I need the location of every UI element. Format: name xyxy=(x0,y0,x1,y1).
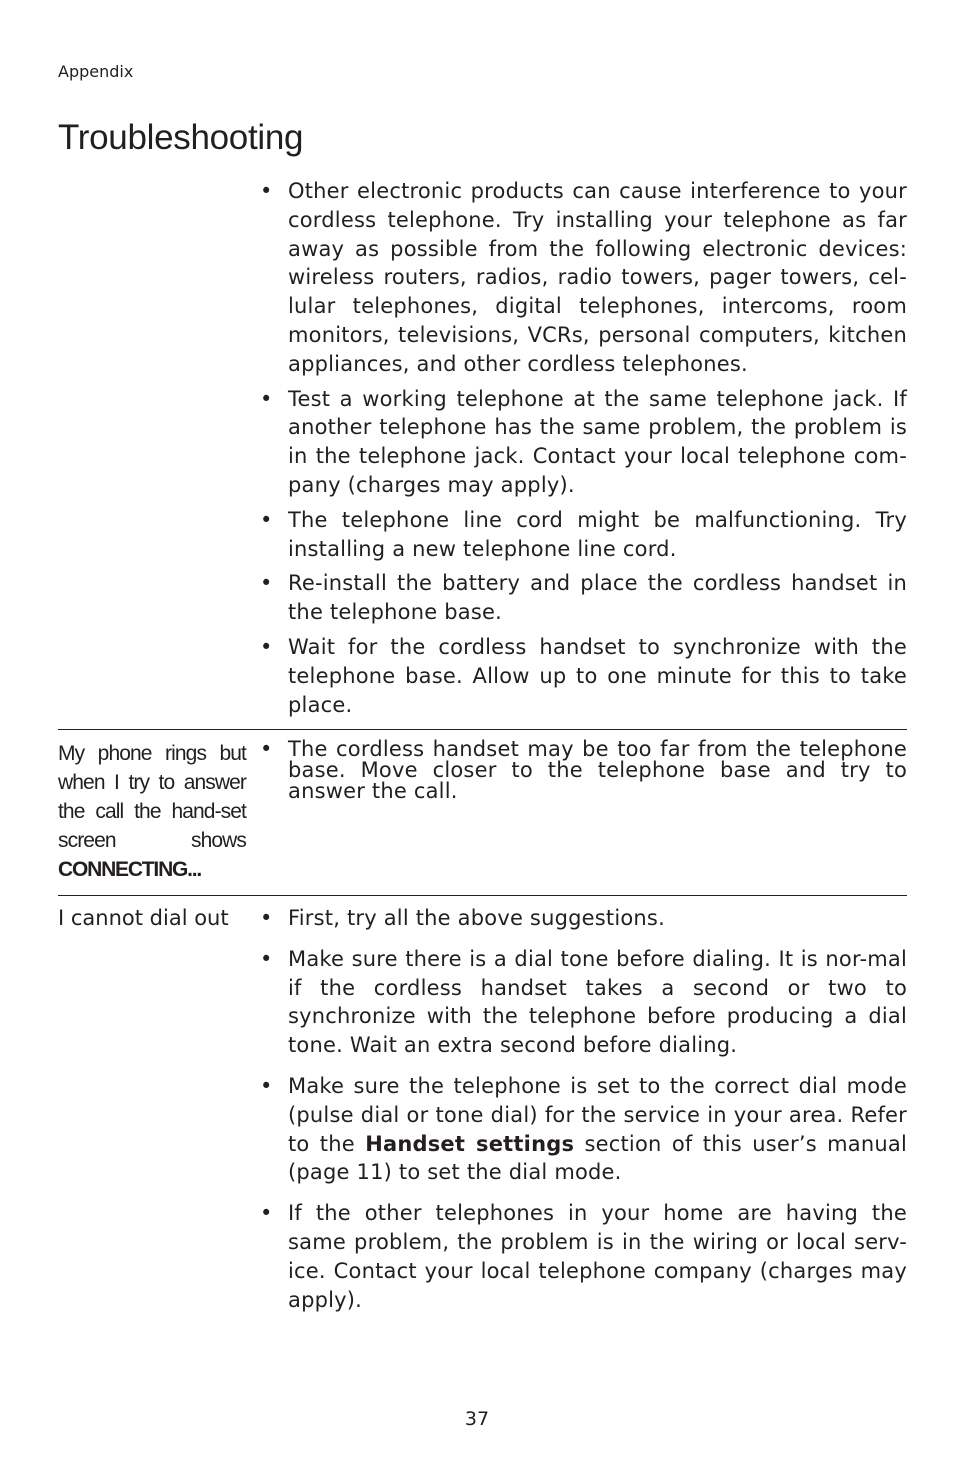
section-label: Appendix xyxy=(58,62,134,81)
bullet-icon: • xyxy=(260,737,273,761)
bullet-icon: • xyxy=(260,507,273,532)
list-item-text: Make sure there is a dial tone before dialing. It is nor-mal if the cordless handset takes a second or two to synchronize with the telephone before producing a dial tone. Wait an extra second before dialing. xyxy=(288,946,907,1058)
list-item xyxy=(260,1199,907,1314)
divider xyxy=(58,729,907,730)
problem-label xyxy=(58,739,246,884)
bullet-icon: • xyxy=(260,571,273,596)
list-item-text: section of this user’s manual (page 11) to set the dial mode. xyxy=(288,1131,907,1185)
problem-label: I cannot dial out xyxy=(58,906,229,930)
list-item-text: Other electronic products can cause interference to your cordless telephone. Try installing your telephone as far away as possible from the following electronic devices: wireless routers, radios, radio towers, pager towers, cel-lular telephones, digital telephones, intercoms, room monitors, televisions, VCRs, personal computers, kitchen appliances, and other cordless telephones. xyxy=(288,179,907,376)
list-item-text: The cordless handset may be too far from the telephone base. Move closer to the telephone base and try to answer the call. xyxy=(288,737,907,803)
divider xyxy=(58,895,907,896)
list-item xyxy=(260,739,907,802)
solution-list xyxy=(260,739,907,802)
list-item xyxy=(260,1072,907,1187)
problem-text: My phone rings but when I try to answer the call the hand-set screen shows xyxy=(58,742,246,852)
bullet-icon: • xyxy=(260,1201,273,1226)
list-item-text: Test a working telephone at the same telephone jack. If another telephone has the same problem, the problem is in the telephone jack. Contact your local telephone com-pany (charges may apply). xyxy=(288,386,907,497)
list-item-text: The telephone line cord might be malfunctioning. Try installing a new telephone line cord. xyxy=(288,507,907,561)
list-item xyxy=(260,904,907,933)
list-item-text: Re-install the battery and place the cordless handset in the telephone base. xyxy=(288,571,907,625)
list-item-text: First, try all the above suggestions. xyxy=(288,906,665,930)
handset-settings-reference: Handset settings xyxy=(365,1131,575,1156)
list-item xyxy=(260,177,907,379)
list-item xyxy=(260,506,907,564)
list-item-text: Wait for the cordless handset to synchronize with the telephone base. Allow up to one minute for this to take place. xyxy=(288,634,907,717)
bullet-icon: • xyxy=(260,946,273,971)
bullet-icon: • xyxy=(260,179,273,203)
list-item xyxy=(260,945,907,1060)
list-item-text: If the other telephones in your home are having the same problem, the problem is in the wiring or local serv-ice. Contact your local telephone company (charges may apply). xyxy=(288,1201,907,1312)
problem-screen-text: CONNECTING... xyxy=(58,858,202,881)
list-item xyxy=(260,385,907,500)
bullet-icon: • xyxy=(260,634,273,659)
bullet-icon: • xyxy=(260,386,273,411)
list-item-text: Make sure the telephone is set to the correct dial mode (pulse dial or tone dial) for the service in your area. Refer to the xyxy=(288,1073,907,1156)
list-item xyxy=(260,633,907,719)
bullet-icon: • xyxy=(260,906,273,930)
solution-list xyxy=(260,904,907,1314)
page-title: Troubleshooting xyxy=(58,118,304,157)
list-item xyxy=(260,569,907,627)
bullet-icon: • xyxy=(260,1073,273,1098)
page-number: 37 xyxy=(464,1408,490,1430)
solution-list xyxy=(260,177,907,719)
